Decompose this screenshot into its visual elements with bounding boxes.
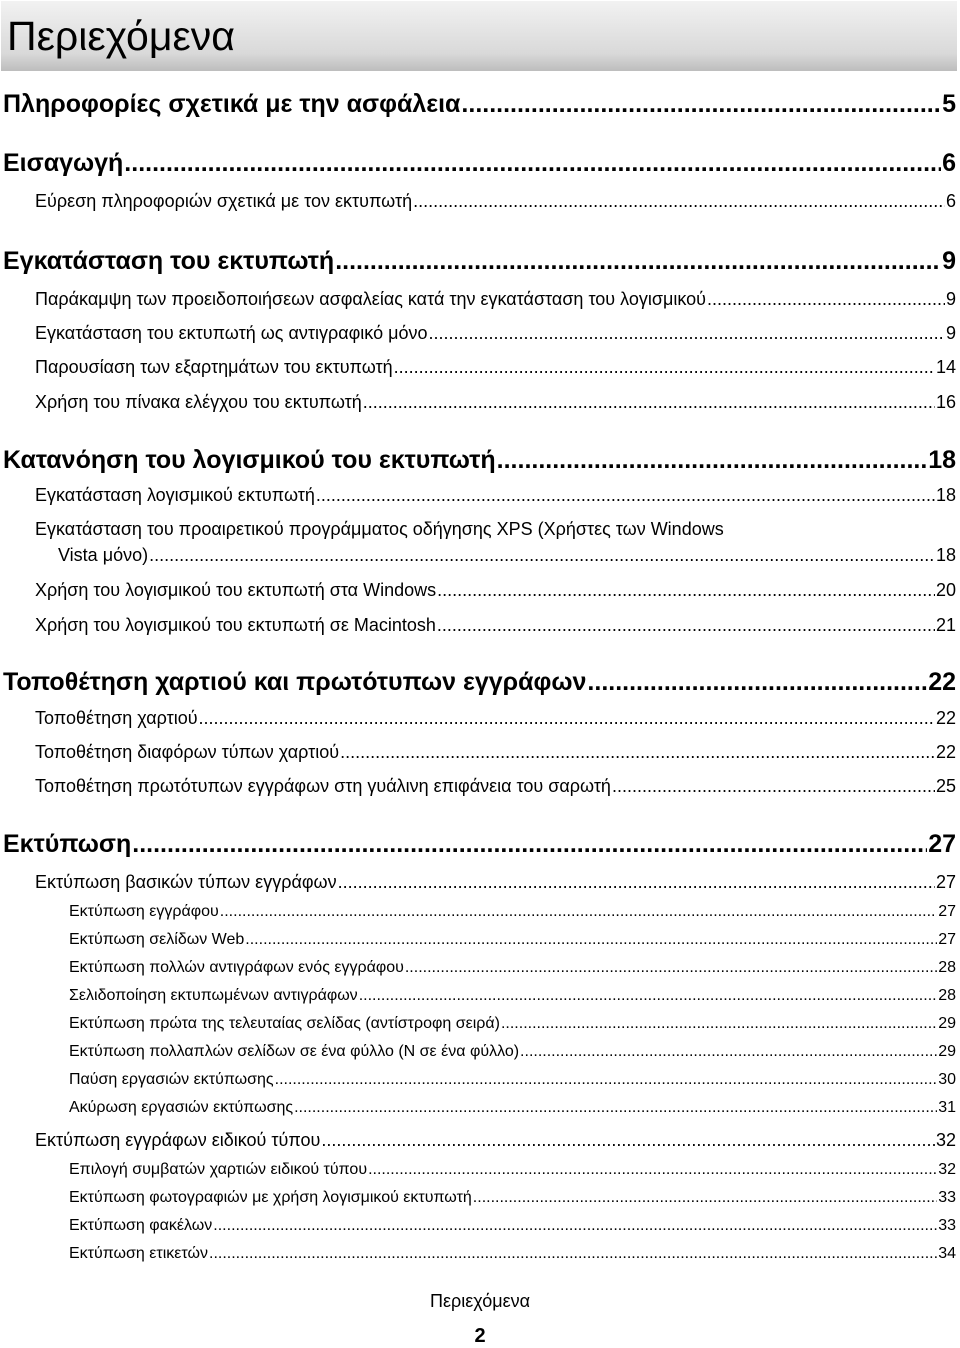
toc-entry-page: 22 (935, 708, 956, 728)
dot-leader (437, 615, 935, 636)
toc-entry-special[interactable] (35, 1130, 956, 1151)
toc-entry-title: Τοποθέτηση διαφόρων τύπων χαρτιού (35, 742, 340, 762)
toc-entry-page: 22 (935, 742, 956, 762)
toc-entry-title: Κατανόηση του λογισμικού του εκτυπωτή (3, 446, 496, 474)
dot-leader (149, 545, 935, 566)
dot-leader (359, 987, 938, 1005)
toc-entry-printing-nup[interactable] (69, 1043, 956, 1061)
toc-entry-intro[interactable] (3, 149, 956, 178)
toc-entry-page: 28 (938, 987, 956, 1004)
toc-entry-install[interactable] (3, 247, 956, 276)
toc-entry-page: 28 (938, 959, 956, 976)
dot-leader (220, 903, 937, 921)
toc-entry-software[interactable] (3, 446, 956, 475)
dot-leader (501, 1015, 937, 1033)
toc-entry-title: Εκτύπωση φωτογραφιών με χρήση λογισμικού εκτυπωτή (69, 1189, 472, 1206)
toc-entry-safety[interactable] (3, 90, 956, 119)
toc-entry-install-panel[interactable] (35, 392, 956, 413)
toc-entry-title: Σελιδοποίηση εκτυπωμένων αντιγράφων (69, 987, 358, 1004)
toc-entry-loading[interactable] (3, 668, 956, 697)
toc-entry-printing-basic[interactable] (35, 872, 956, 893)
toc-entry-title: Εισαγωγή (3, 149, 124, 177)
dot-leader (275, 1071, 938, 1089)
toc-entry-title: Χρήση του λογισμικού του εκτυπωτή σε Macintosh (35, 615, 436, 635)
toc-entry-title: Παράκαμψη των προειδοποιήσεων ασφαλείας κατά την εγκατάσταση του λογισμικού (35, 289, 707, 309)
toc-entry-software-xps[interactable] (58, 545, 956, 566)
toc-entry-page: 27 (938, 903, 956, 920)
dot-leader (209, 1245, 937, 1263)
toc-entry-intro-find[interactable] (35, 191, 956, 212)
page-title: Περιεχόμενα (7, 13, 235, 59)
toc-entry-software-install[interactable] (35, 485, 956, 506)
dot-leader (363, 392, 935, 413)
toc-entry-title: Τοποθέτηση πρωτότυπων εγγράφων στη γυάλινη επιφάνεια του σαρωτή (35, 776, 611, 796)
toc-entry-title: Επιλογή συμβατών χαρτιών ειδικού τύπου (69, 1161, 368, 1178)
toc-entry-printing-copies[interactable] (69, 959, 956, 977)
toc-entry-page: 9 (945, 289, 956, 309)
toc-entry-title: Τοποθέτηση χαρτιού (35, 708, 198, 728)
toc-entry-title: Vista μόνο) (58, 545, 149, 565)
toc-entry-page: 25 (935, 776, 956, 796)
toc-entry-page: 6 (942, 149, 956, 177)
toc-entry-page: 34 (938, 1245, 956, 1262)
dot-leader (294, 1099, 937, 1117)
dot-leader (520, 1043, 937, 1061)
dot-leader (124, 149, 941, 178)
dot-leader (321, 1130, 935, 1151)
toc-entry-title: Ακύρωση εργασιών εκτύπωσης (69, 1099, 294, 1116)
toc-entry-special-photos[interactable] (69, 1189, 956, 1207)
toc-entry-page: 32 (935, 1130, 956, 1150)
toc-entry-title: Εκτύπωση πολλών αντιγράφων ενός εγγράφου (69, 959, 404, 976)
dot-leader (199, 708, 935, 729)
toc-entry-special-envelopes[interactable] (69, 1217, 956, 1235)
toc-entry-page: 27 (938, 931, 956, 948)
title-bar (1, 1, 957, 71)
toc-entry-page: 20 (935, 580, 956, 600)
dot-leader (612, 776, 935, 797)
toc-entry-printing[interactable] (3, 830, 956, 859)
toc-entry-page: 5 (942, 90, 956, 118)
toc-entry-title: Εγκατάσταση λογισμικού εκτυπωτή (35, 485, 315, 505)
toc-entry-title: Εκτύπωση ετικετών (69, 1245, 208, 1262)
toc-entry-title: Παύση εργασιών εκτύπωσης (69, 1071, 274, 1088)
dot-leader (497, 446, 928, 475)
toc-entry-loading-paper[interactable] (35, 708, 956, 729)
toc-entry-install-copier[interactable] (35, 323, 956, 344)
toc-entry-title: Χρήση του λογισμικού του εκτυπωτή στα Windows (35, 580, 437, 600)
toc-entry-software-windows[interactable] (35, 580, 956, 601)
toc-entry-page: 18 (928, 446, 956, 474)
toc-entry-special-labels[interactable] (69, 1245, 956, 1263)
dot-leader (132, 830, 927, 859)
dot-leader (437, 580, 935, 601)
toc-entry-title: Παρουσίαση των εξαρτημάτων του εκτυπωτή (35, 357, 393, 377)
toc-entry-page: 16 (935, 392, 956, 412)
toc-entry-page: 27 (935, 872, 956, 892)
toc-entry-install-parts[interactable] (35, 357, 956, 378)
toc-entry-title: Εκτύπωση φακέλων (69, 1217, 213, 1234)
toc-entry-page: 32 (938, 1161, 956, 1178)
toc-entry-page: 31 (938, 1099, 956, 1116)
dot-leader (213, 1217, 937, 1235)
dot-leader (316, 485, 935, 506)
toc-entry-title: Εγκατάσταση του εκτυπωτή (3, 247, 335, 275)
dot-leader (245, 931, 937, 949)
toc-entry-title: Τοποθέτηση χαρτιού και πρωτότυπων εγγράφων (3, 668, 587, 696)
dot-leader (707, 289, 945, 310)
toc-entry-software-xps-line1[interactable]: Εγκατάσταση του προαιρετικού προγράμματος οδήγησης XPS (Χρήστες των Windows (35, 519, 724, 539)
dot-leader (340, 742, 935, 763)
dot-leader (473, 1189, 937, 1207)
toc-entry-software-mac[interactable] (35, 615, 956, 636)
dot-leader (368, 1161, 937, 1179)
toc-entry-title: Εύρεση πληροφοριών σχετικά με τον εκτυπωτή (35, 191, 413, 211)
dot-leader (405, 959, 937, 977)
toc-entry-title: Εγκατάσταση του εκτυπωτή ως αντιγραφικό μόνο (35, 323, 428, 343)
toc-entry-page: 30 (938, 1071, 956, 1088)
dot-leader (587, 668, 927, 697)
toc-entry-printing-cancel[interactable] (69, 1099, 956, 1117)
toc-entry-title: Εκτύπωση πρώτα της τελευταίας σελίδας (αντίστροφη σειρά) (69, 1015, 500, 1032)
toc-entry-loading-types[interactable] (35, 742, 956, 763)
dot-leader (428, 323, 945, 344)
dot-leader (461, 90, 941, 119)
toc-entry-printing-pause[interactable] (69, 1071, 956, 1089)
toc-entry-loading-glass[interactable] (35, 776, 956, 797)
toc-entry-title: Εκτύπωση εγγράφων ειδικού τύπου (35, 1130, 321, 1150)
page-number: 2 (474, 1325, 486, 1347)
toc-entry-page: 9 (945, 323, 956, 343)
toc-entry-page: 22 (928, 668, 956, 696)
toc-entry-title: Χρήση του πίνακα ελέγχου του εκτυπωτή (35, 392, 362, 412)
toc-entry-title: Εκτύπωση πολλαπλών σελίδων σε ένα φύλλο (N σε ένα φύλλο) (69, 1043, 520, 1060)
toc-entry-printing-reverse[interactable] (69, 1015, 956, 1033)
toc-entry-page: 33 (938, 1189, 956, 1206)
toc-entry-printing-collate[interactable] (69, 987, 956, 1005)
dot-leader (338, 872, 935, 893)
dot-leader (413, 191, 945, 212)
toc-entry-page: 18 (935, 545, 956, 565)
toc-entry-page: 18 (935, 485, 956, 505)
toc-entry-printing-web[interactable] (69, 931, 956, 949)
toc-entry-title: Εκτύπωση βασικών τύπων εγγράφων (35, 872, 337, 892)
toc-entry-page: 6 (945, 191, 956, 211)
footer-label: Περιεχόμενα (429, 1291, 531, 1311)
toc-entry-title: Εκτύπωση εγγράφου (69, 903, 219, 920)
toc-entry-install-bypass[interactable] (35, 289, 956, 310)
toc-entry-page: 21 (935, 615, 956, 635)
toc-entry-special-choose[interactable] (69, 1161, 956, 1179)
toc-entry-title: Εκτύπωση (3, 830, 132, 858)
toc-entry-page: 14 (935, 357, 956, 377)
toc-entry-page: 27 (928, 830, 956, 858)
toc-entry-page: 9 (942, 247, 956, 275)
dot-leader (335, 247, 941, 276)
dot-leader (394, 357, 935, 378)
toc-entry-page: 29 (938, 1043, 956, 1060)
toc-entry-printing-doc[interactable] (69, 903, 956, 921)
toc-entry-page: 33 (938, 1217, 956, 1234)
toc-entry-page: 29 (938, 1015, 956, 1032)
toc-entry-title: Εκτύπωση σελίδων Web (69, 931, 245, 948)
toc-entry-title: Πληροφορίες σχετικά με την ασφάλεια (3, 90, 461, 118)
